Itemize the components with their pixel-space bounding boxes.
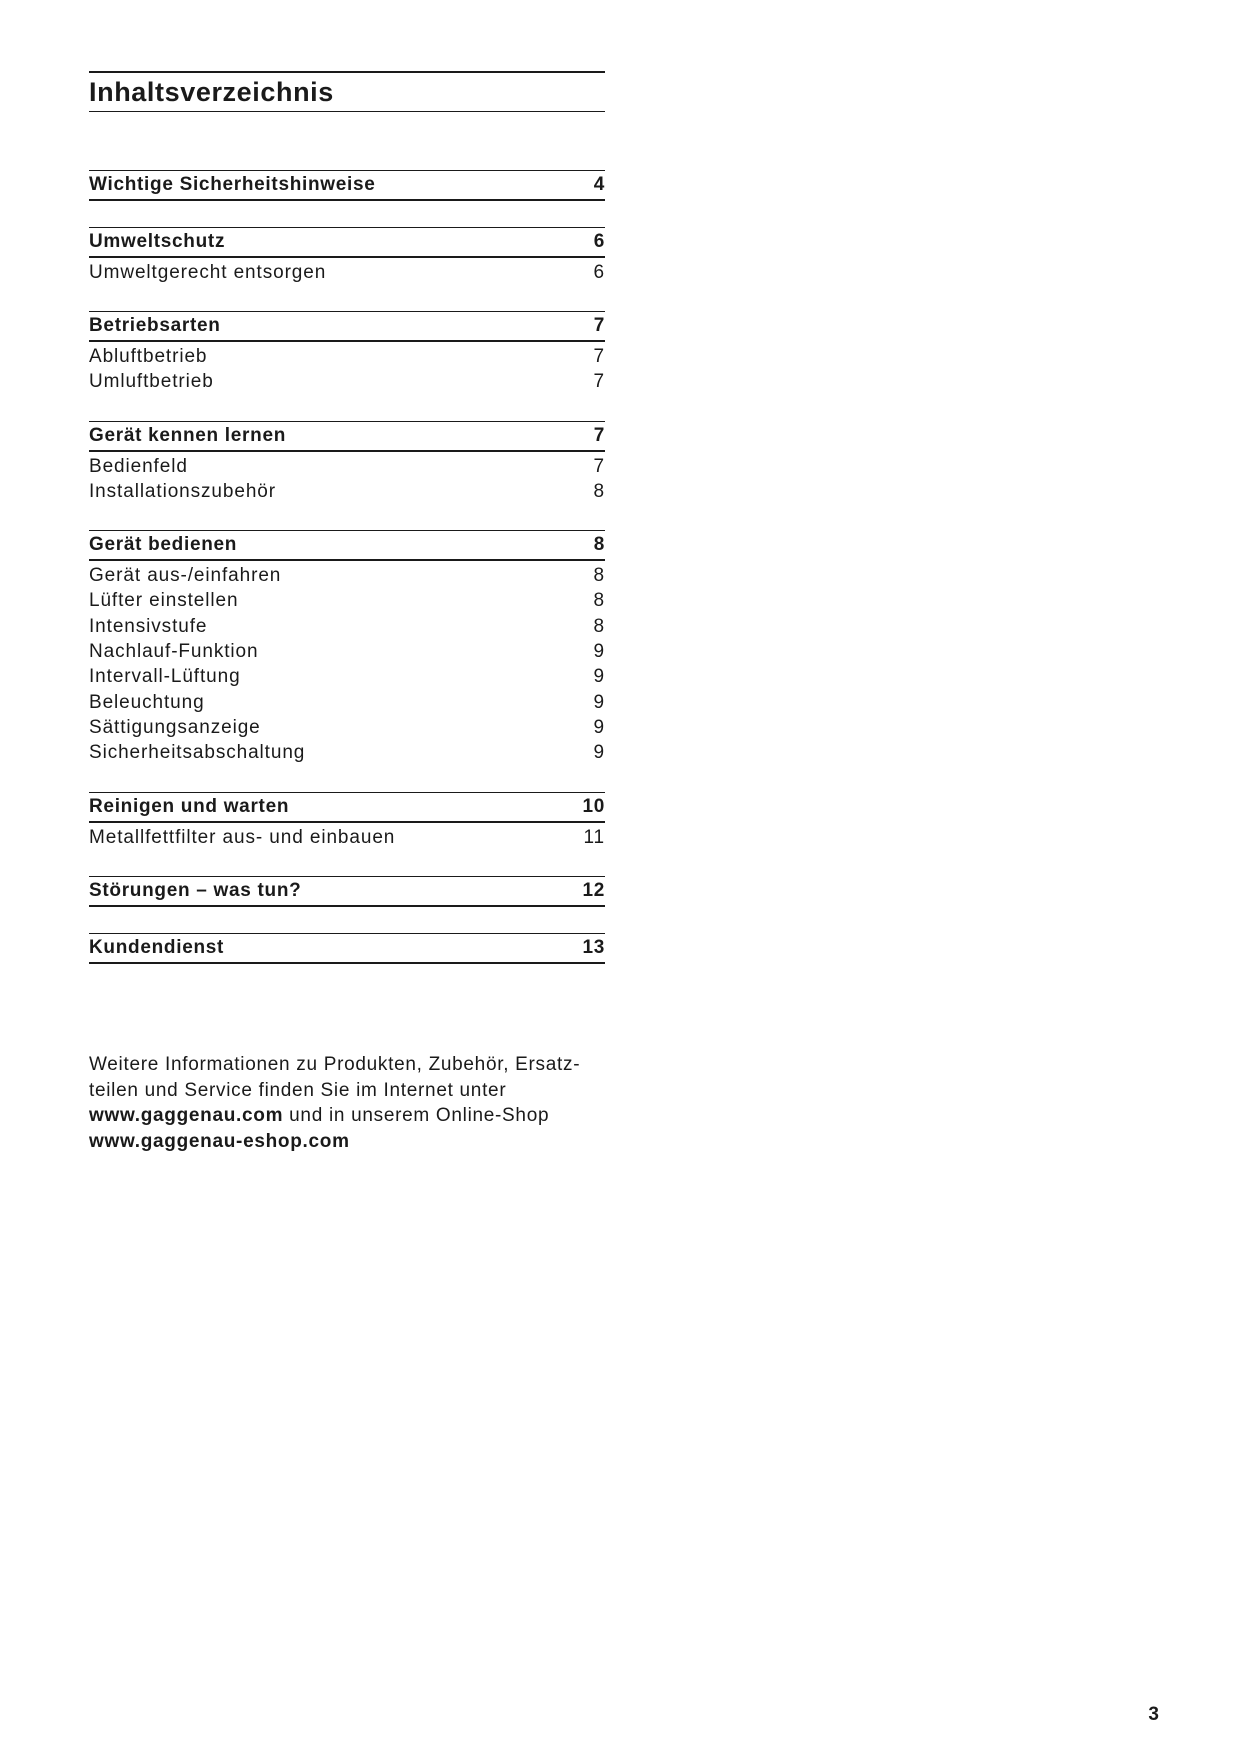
info-line-2: teilen und Service finden Sie im Internet unter bbox=[89, 1079, 507, 1101]
toc-section bbox=[89, 876, 605, 907]
website-link[interactable]: www.gaggenau.com bbox=[89, 1105, 284, 1126]
toc-section-heading[interactable] bbox=[89, 933, 605, 964]
entry-page-number: 9 bbox=[593, 716, 605, 738]
page-number: 3 bbox=[1148, 1704, 1159, 1725]
table-of-contents bbox=[89, 170, 605, 990]
entry-page-number: 9 bbox=[593, 641, 605, 663]
toc-section-heading[interactable] bbox=[89, 530, 605, 561]
entry-page-number: 6 bbox=[593, 261, 605, 283]
toc-section-heading[interactable] bbox=[89, 311, 605, 342]
info-line-3: und in unserem Online-Shop bbox=[283, 1105, 550, 1126]
section-page-number: 7 bbox=[593, 315, 605, 337]
entry-page-number: 7 bbox=[593, 371, 605, 393]
toc-section-heading[interactable] bbox=[89, 876, 605, 907]
toc-entry[interactable] bbox=[89, 690, 605, 715]
toc-entry[interactable] bbox=[89, 825, 605, 850]
section-page-number: 6 bbox=[593, 231, 605, 252]
section-title: Störungen – was tun? bbox=[89, 880, 302, 902]
toc-entry[interactable] bbox=[89, 639, 605, 664]
toc-entry[interactable] bbox=[89, 715, 605, 740]
entry-label: Sicherheitsabschaltung bbox=[89, 742, 306, 764]
toc-entry[interactable] bbox=[89, 344, 605, 369]
entry-page-number: 9 bbox=[593, 666, 605, 688]
toc-section-heading[interactable] bbox=[89, 170, 605, 201]
entry-label: Metallfettfilter aus- und einbauen bbox=[89, 826, 396, 848]
toc-entry[interactable] bbox=[89, 479, 605, 504]
toc-entry[interactable] bbox=[89, 665, 605, 690]
section-title: Betriebsarten bbox=[89, 315, 221, 337]
section-page-number: 13 bbox=[582, 937, 605, 959]
entry-label: Abluftbetrieb bbox=[89, 345, 208, 367]
entry-label: Umweltgerecht entsorgen bbox=[89, 261, 327, 283]
toc-section bbox=[89, 792, 605, 850]
toc-section-heading[interactable] bbox=[89, 421, 605, 452]
toc-section bbox=[89, 530, 605, 765]
entry-page-number: 9 bbox=[593, 691, 605, 713]
entry-label: Intensivstufe bbox=[89, 615, 208, 637]
toc-section bbox=[89, 421, 605, 505]
toc-entry[interactable] bbox=[89, 370, 605, 395]
info-line-1: Weitere Informationen zu Produkten, Zubehör, Ersatz- bbox=[89, 1054, 581, 1075]
section-page-number: 4 bbox=[593, 174, 605, 195]
entry-page-number: 11 bbox=[583, 826, 605, 848]
toc-entry[interactable] bbox=[89, 454, 605, 479]
entry-page-number: 7 bbox=[593, 345, 605, 367]
toc-section bbox=[89, 170, 605, 201]
entry-label: Installationszubehör bbox=[89, 480, 276, 502]
section-page-number: 10 bbox=[582, 795, 605, 817]
entry-label: Gerät aus-/einfahren bbox=[89, 565, 282, 587]
toc-entry[interactable] bbox=[89, 589, 605, 614]
section-title: Gerät kennen lernen bbox=[89, 424, 287, 446]
entry-page-number: 9 bbox=[593, 742, 605, 764]
section-title: Umweltschutz bbox=[89, 231, 226, 252]
toc-entry[interactable] bbox=[89, 563, 605, 588]
section-title: Reinigen und warten bbox=[89, 795, 290, 817]
entry-page-number: 8 bbox=[593, 590, 605, 612]
entry-page-number: 8 bbox=[593, 565, 605, 587]
toc-entry[interactable] bbox=[89, 614, 605, 639]
entry-label: Lüfter einstellen bbox=[89, 590, 239, 612]
toc-entry[interactable] bbox=[89, 741, 605, 766]
entry-label: Nachlauf-Funktion bbox=[89, 641, 259, 663]
page-title: Inhaltsverzeichnis bbox=[89, 71, 605, 112]
section-title: Gerät bedienen bbox=[89, 534, 238, 556]
section-page-number: 7 bbox=[593, 424, 605, 446]
section-title: Kundendienst bbox=[89, 937, 225, 959]
more-info-text bbox=[89, 1052, 629, 1154]
entry-page-number: 7 bbox=[593, 455, 605, 477]
eshop-link[interactable]: www.gaggenau-eshop.com bbox=[89, 1130, 350, 1152]
section-title: Wichtige Sicherheitshinweise bbox=[89, 174, 376, 195]
toc-section bbox=[89, 933, 605, 964]
entry-page-number: 8 bbox=[593, 480, 605, 502]
entry-label: Umluftbetrieb bbox=[89, 371, 214, 393]
toc-entry[interactable] bbox=[89, 260, 605, 285]
entry-label: Beleuchtung bbox=[89, 691, 205, 713]
section-page-number: 12 bbox=[582, 880, 605, 902]
toc-section bbox=[89, 227, 605, 285]
toc-section bbox=[89, 311, 605, 395]
section-page-number: 8 bbox=[593, 534, 605, 556]
toc-section-heading[interactable] bbox=[89, 792, 605, 823]
entry-label: Intervall-Lüftung bbox=[89, 666, 241, 688]
entry-label: Bedienfeld bbox=[89, 455, 188, 477]
entry-page-number: 8 bbox=[593, 615, 605, 637]
toc-section-heading[interactable] bbox=[89, 227, 605, 258]
entry-label: Sättigungsanzeige bbox=[89, 716, 261, 738]
